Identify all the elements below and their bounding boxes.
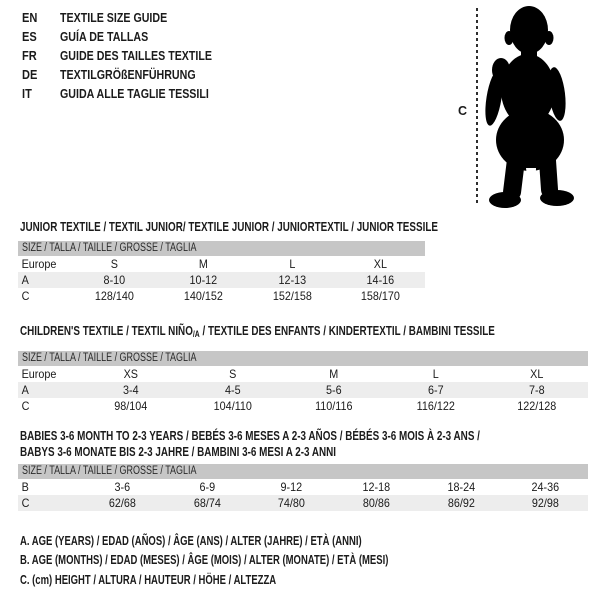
cell: S [228, 367, 236, 381]
cell: 12-18 [362, 480, 391, 494]
table-row-height [18, 495, 588, 511]
language-row-it [22, 84, 245, 103]
note-age-years: A. AGE (YEARS) / EDAD (AÑOS) / ÂGE (ANS) / ALTER (JAHRE) / ETÀ (ANNI) [20, 534, 362, 548]
height-measure-label: C [458, 104, 468, 118]
row-label: Europe [21, 257, 57, 271]
cell: 98/104 [114, 399, 148, 414]
language-code: DE [22, 67, 38, 82]
cell: 10-12 [189, 273, 217, 288]
cell: 122/128 [517, 399, 557, 414]
cell: 140/152 [183, 289, 223, 304]
title-subscript: /A [192, 329, 200, 339]
cell: 24-36 [531, 480, 560, 494]
size-header-bar [18, 241, 425, 256]
language-label: TEXTILGRÖßENFÜHRUNG [60, 67, 196, 82]
row-label: A [21, 273, 29, 288]
table-row-europe [18, 366, 588, 382]
junior-section-title: JUNIOR TEXTILE / TEXTIL JUNIOR/ TEXTILE JUNIOR / JUNIORTEXTIL / JUNIOR TESSILE [20, 219, 438, 234]
cell: 104/110 [213, 399, 252, 414]
cell: 14-16 [366, 273, 395, 288]
title-prefix: CHILDREN'S TEXTILE / TEXTIL NIÑO [20, 323, 193, 338]
note-age-months: B. AGE (MONTHS) / EDAD (MESES) / ÂGE (MOIS) / ALTER (MONATE) / ETÀ (MESI) [20, 553, 389, 568]
size-header-bar [18, 351, 588, 366]
language-label: GUÍA DE TALLAS [60, 29, 149, 44]
cell: 6-7 [427, 383, 444, 398]
height-figure [450, 0, 600, 214]
cell: 3-6 [114, 480, 131, 494]
note-height: C. (cm) HEIGHT / ALTURA / HAUTEUR / HÖHE / ALTEZZA [20, 572, 277, 587]
cell: 92/98 [532, 496, 560, 511]
size-header-text: SIZE / TALLA / TAILLE / GRÖSSE / TAGLIA [22, 242, 197, 254]
cell: 74/80 [278, 496, 306, 511]
cell: 12-13 [278, 273, 306, 288]
junior-table [18, 241, 425, 305]
title-suffix: / TEXTILE DES ENFANTS / KINDERTEXTIL / BAMBINI TESSILE [199, 323, 495, 338]
language-row-fr [22, 46, 245, 65]
cell: XL [374, 257, 388, 271]
cell: M [198, 257, 208, 271]
cell: 80/86 [362, 496, 390, 511]
cell: 152/158 [272, 289, 312, 304]
babies-title-line-2: BABYS 3-6 MONATE BIS 2-3 JAHRE / BAMBINI 3-6 MESI A 2-3 ANNI [20, 443, 337, 459]
cell: 158/170 [361, 289, 401, 304]
row-label: A [21, 383, 29, 398]
cell: 62/68 [108, 496, 136, 511]
size-header-text: SIZE / TALLA / TAILLE / GRÖSSE / TAGLIA [22, 465, 197, 477]
cell: 3-4 [122, 383, 139, 398]
babies-title-line-1: BABIES 3-6 MONTH TO 2-3 YEARS / BEBÉS 3-6 MESES A 2-3 AÑOS / BÉBÉS 3-6 MOIS À 2-3 ANS / [20, 428, 480, 443]
cell: S [110, 257, 118, 271]
language-row-de [22, 65, 245, 84]
row-label: C [21, 496, 30, 511]
cell: 4-5 [224, 383, 241, 398]
row-label: B [21, 480, 29, 494]
language-label: GUIDE DES TAILLES TEXTILE [60, 48, 213, 63]
cell: XL [530, 367, 544, 381]
language-label: GUIDA ALLE TAGLIE TESSILI [60, 86, 209, 101]
language-code: EN [22, 10, 38, 25]
cell: 8-10 [103, 273, 126, 288]
babies-table [18, 464, 588, 511]
size-header-bar [18, 464, 588, 479]
table-row-europe [18, 256, 425, 272]
language-code: ES [22, 29, 37, 44]
legend-notes [20, 532, 505, 590]
cell: 5-6 [326, 383, 342, 398]
table-row-age [18, 382, 588, 398]
cell: 110/116 [315, 399, 353, 414]
height-dotted-line [476, 8, 478, 205]
table-row-months [18, 479, 588, 495]
cell: 116/122 [416, 399, 455, 414]
cell: 18-24 [447, 480, 475, 494]
children-section-title [20, 323, 495, 339]
table-row-height [18, 398, 588, 414]
row-label: C [21, 289, 30, 304]
babies-section-title [20, 428, 480, 459]
language-label: TEXTILE SIZE GUIDE [60, 10, 168, 25]
table-row-age [18, 272, 425, 288]
size-header-text: SIZE / TALLA / TAILLE / GRÖSSE / TAGLIA [22, 352, 197, 364]
cell: 9-12 [280, 480, 303, 494]
language-code: FR [22, 48, 37, 63]
language-row-es [22, 27, 245, 46]
cell: 7-8 [529, 383, 545, 398]
language-list [22, 8, 245, 103]
cell: L [432, 367, 439, 381]
cell: 68/74 [193, 496, 221, 511]
children-table [18, 351, 588, 415]
table-row-height [18, 288, 425, 304]
row-label: Europe [21, 367, 57, 381]
row-label: C [21, 399, 30, 414]
cell: 86/92 [447, 496, 475, 511]
language-row-en [22, 8, 245, 27]
cell: XS [123, 367, 138, 381]
cell: 6-9 [199, 480, 215, 494]
language-code: IT [22, 86, 32, 101]
toddler-silhouette-icon [485, 2, 597, 210]
cell: L [288, 257, 295, 271]
cell: M [329, 367, 339, 381]
cell: 128/140 [94, 289, 134, 304]
